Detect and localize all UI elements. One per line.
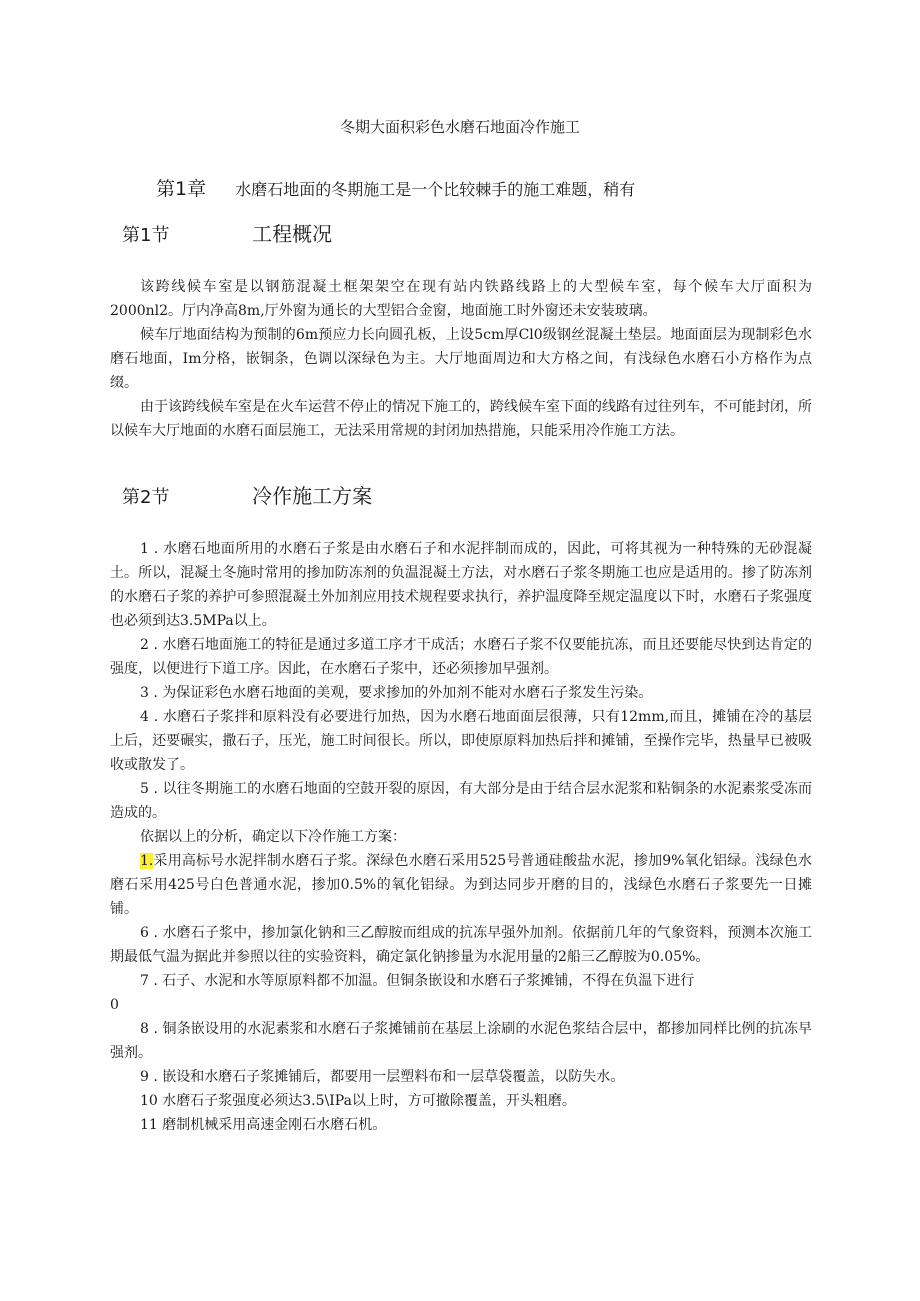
analysis-item: 1 . 水磨石地面所用的水磨石子浆是由水磨石子和水泥拌制而成的，因此，可将其视为一种特殊的无砂混凝土。所以，混凝土冬施时常用的掺加防冻剂的负温混凝土方法，对水磨石子浆冬期施工也应是适用的。掺了防冻剂的水磨石子浆的养护可参照混凝土外加剂应用技术规程要求执行，养护温度降至规定温度以下时，水磨石子浆强度也必须到达3.5MPa以上。 bbox=[110, 541, 812, 629]
chapter-text: 水磨石地面的冬期施工是一个比较棘手的施工难题，稍有 bbox=[235, 180, 636, 199]
paragraph: 由于该跨线候车室是在火车运营不停止的情况下施工的，跨线候车室下面的线路有过往列车，不可能封闭，所以候车大厅地面的水磨石面层施工，无法采用常规的封闭加热措施，只能采用冷作施工方法。 bbox=[110, 399, 812, 439]
plan-item-1 bbox=[110, 849, 812, 921]
analysis-item: 2 . 水磨石地面施工的特征是通过多道工序才干成活；水磨石子浆不仅要能抗冻，而且还要能尽快到达肯定的强度，以便进行下道工序。因此，在水磨石子浆中，还必须掺加早强剂。 bbox=[110, 637, 812, 677]
plan-intro: 依据以上的分析，确定以下冷作施工方案： bbox=[140, 829, 406, 845]
plan-item-7: 7 . 石子、水泥和水等原原料都不加温。但铜条嵌设和水磨石子浆摊铺，不得在负温下进行 bbox=[140, 973, 695, 989]
plan-item-11: 11 磨制机械采用高速金刚石水磨石机。 bbox=[140, 1117, 387, 1133]
section-2-number: 第2节 bbox=[122, 487, 170, 508]
highlighted-number: 1. bbox=[140, 853, 154, 869]
paragraph: 候车厅地面结构为预制的6m预应力长向圆孔板，上设5cm厚Cl0级钢丝混凝土垫层。地面面层为现制彩色水磨石地面，Im分格，嵌铜条，色调以深绿色为主。大厅地面周边和大方格之间，有浅绿色水磨石小方格作为点缀。 bbox=[110, 327, 812, 391]
section-1-heading bbox=[122, 218, 332, 247]
plan-item-10: 10 水磨石子浆强度必须达3.5\IPa以上时，方可撤除覆盖，开头粗磨。 bbox=[140, 1093, 576, 1109]
section-1-body bbox=[110, 275, 812, 443]
document-title: 冬期大面积彩色水磨石地面冷作施工 bbox=[339, 118, 580, 136]
analysis-item: 3 . 为保证彩色水磨石地面的美观，要求掺加的外加剂不能对水磨石子浆发生污染。 bbox=[140, 685, 653, 701]
plan-item-1-text: 采用高标号水泥拌制水磨石子浆。深绿色水磨石采用525号普通硅酸盐水泥，掺加9%氧化铝绿。浅绿色水磨石采用425号白色普通水泥，掺加0.5%的氧化铝绿。为到达同步开磨的目的，浅绿色水磨石子浆要先一日摊铺。 bbox=[110, 853, 812, 917]
analysis-item: 4 . 水磨石子浆拌和原料没有必要进行加热，因为水磨石地面面层很薄，只有12mm,而且，摊铺在冷的基层上后，还要碾实，撒石子，压光，施工时间很长。所以，即使原原料加热后拌和摊铺，至操作完毕，热量早已被吸收或散发了。 bbox=[110, 709, 812, 773]
plan-item-7-tail: 0 bbox=[110, 997, 119, 1013]
chapter-number: 第1章 bbox=[156, 178, 207, 200]
section-2-body bbox=[110, 537, 812, 1137]
paragraph: 该跨线候车室是以钢筋混凝土框架架空在现有站内铁路线路上的大型候车室，每个候车大厅面积为2000nl2。厅内净高8m,厅外窗为通长的大型铝合金窗，地面施工时外窗还未安装玻璃。 bbox=[110, 279, 812, 319]
plan-item-8: 8 . 铜条嵌设用的水泥素浆和水磨石子浆摊铺前在基层上涂刷的水泥色浆结合层中，都掺加同样比例的抗冻早强剂。 bbox=[110, 1021, 812, 1061]
section-1-number: 第1节 bbox=[122, 225, 170, 246]
section-2-title: 冷作施工方案 bbox=[252, 484, 373, 508]
section-1-title: 工程概况 bbox=[252, 222, 333, 246]
analysis-item: 5 . 以往冬期施工的水磨石地面的空鼓开裂的原因，有大部分是由于结合层水泥浆和粘铜条的水泥素浆受冻而造成的。 bbox=[110, 781, 812, 821]
section-2-heading bbox=[122, 480, 372, 509]
plan-item-9: 9 . 嵌设和水磨石子浆摊铺后，都要用一层塑料布和一层草袋覆盖，以防失水。 bbox=[140, 1069, 625, 1085]
plan-item-6: 6 . 水磨石子浆中，掺加氯化钠和三乙醇胺而组成的抗冻早强外加剂。依据前几年的气象资料，预测本次施工期最低气温为据此并参照以往的实验资料，确定氯化钠掺量为水泥用量的2船三乙醇胺为0.05%。 bbox=[110, 925, 812, 965]
chapter-heading bbox=[156, 174, 635, 201]
